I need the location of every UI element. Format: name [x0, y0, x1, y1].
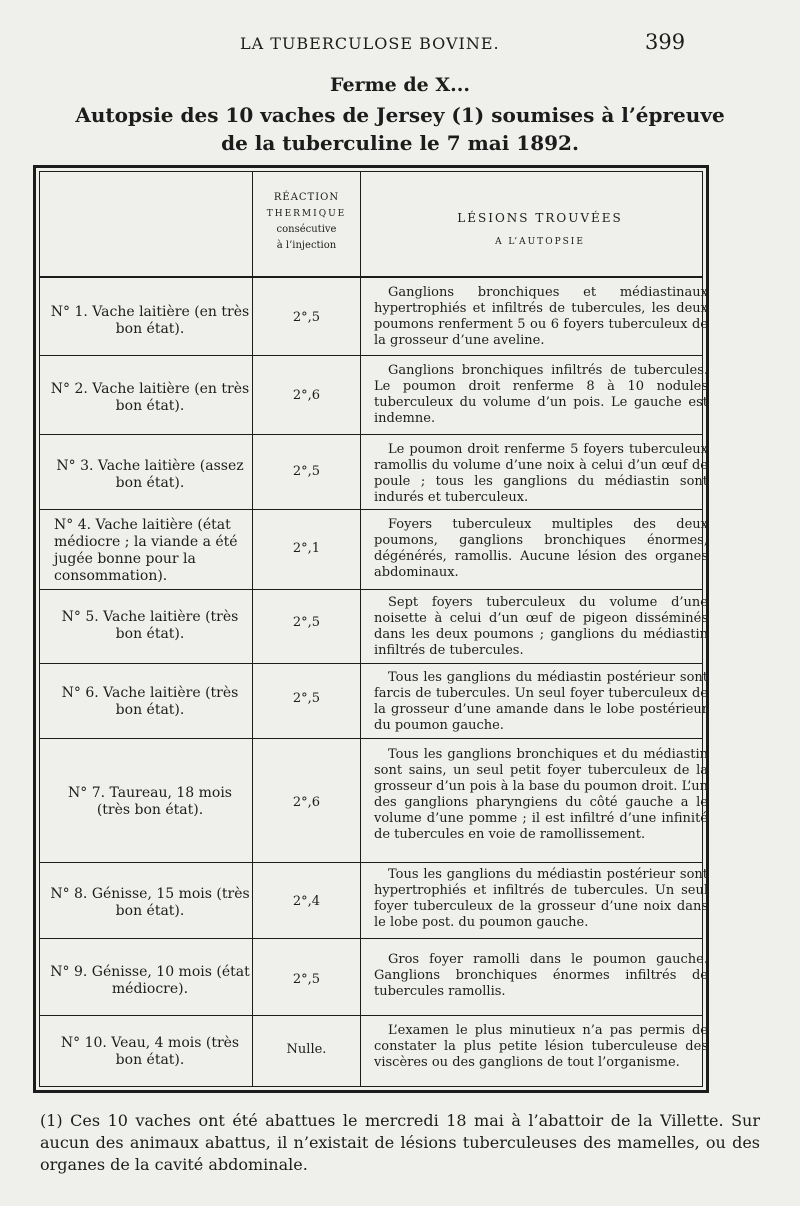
header-reaction-line3: consécutive: [276, 224, 337, 235]
running-head: [0, 28, 800, 58]
row-9-lesions: Gros foyer ramolli dans le poumon gauche. Ganglions bronchiques énormes infiltrés de tubercules ramollis.: [374, 952, 708, 999]
row-6-animal: N° 6. Vache laitière (très bon état).: [61, 685, 239, 718]
row-9-animal: N° 9. Génisse, 10 mois (état médiocre).: [50, 964, 250, 997]
row-1-reaction: 2°,5: [292, 310, 321, 325]
autopsy-table: [33, 165, 709, 1093]
header-reaction: [251, 190, 362, 254]
header-reaction-line4: à l’injection: [276, 240, 337, 251]
row-4-reaction: 2°,1: [292, 541, 321, 556]
row-10-reaction: Nulle.: [286, 1042, 327, 1057]
row-3-reaction: 2°,5: [292, 464, 321, 479]
row-5-reaction: 2°,5: [292, 615, 321, 630]
row-5-lesions: Sept foyers tuberculeux du volume d’une noisette à celui d’un œuf de pigeon disséminés dans les deux poumons ; ganglions du médiastin infiltrés de tubercules.: [374, 595, 708, 658]
row-divider: [40, 589, 702, 590]
row-1-lesions: Ganglions bronchiques et médiastinaux hypertrophiés et infiltrés de tubercules, les deux poumons renferment 5 ou 6 foyers tuberculeux de la grosseur d’une aveline.: [374, 285, 708, 348]
row-divider: [40, 509, 702, 510]
row-8-lesions: Tous les ganglions du médiastin postérieur sont hypertrophiés et infiltrés de tubercules. Un seul foyer tuberculeux de la grosseur d’une noix dans le lobe post. du poumon gauche.: [374, 867, 708, 930]
row-10-lesions: L’examen le plus minutieux n’a pas permis de constater la plus petite lésion tuberculeuse des viscères ou des ganglions de tout l’organisme.: [374, 1023, 708, 1070]
row-divider: [40, 663, 702, 664]
table-grid: [39, 171, 708, 1087]
row-divider: [40, 355, 702, 356]
row-4-lesions: Foyers tuberculeux multiples des deux poumons, ganglions bronchiques énormes, dégénérés, ramollis. Aucune lésion des organes abdominaux.: [374, 517, 708, 580]
row-divider: [40, 1015, 702, 1016]
row-7-reaction: 2°,6: [292, 795, 321, 810]
farm-title: Ferme de X...: [330, 74, 470, 96]
row-2-reaction: 2°,6: [292, 388, 321, 403]
caption-line-2: de la tuberculine le 7 mai 1892.: [221, 131, 579, 155]
row-7-animal: N° 7. Taureau, 18 mois (très bon état).: [68, 785, 232, 818]
caption-line-1: Autopsie des 10 vaches de Jersey (1) soumises à l’épreuve: [75, 103, 725, 127]
header-reaction-line2: THERMIQUE: [266, 209, 347, 219]
row-5-animal: N° 5. Vache laitière (très bon état).: [61, 609, 239, 642]
row-2-lesions: Ganglions bronchiques infiltrés de tubercules. Le poumon droit renferme 8 à 10 nodules tuberculeux du volume d’un pois. Le gauche est indemne.: [374, 363, 708, 426]
row-3-lesions: Le poumon droit renferme 5 foyers tuberculeux ramollis du volume d’une noix à celui d’un œuf de poule ; tous les ganglions du médiastin sont indurés et tuberculeux.: [374, 442, 708, 505]
row-6-reaction: 2°,5: [292, 691, 321, 706]
row-divider: [40, 434, 702, 435]
table-caption: [40, 101, 760, 157]
row-7-lesions: Tous les ganglions bronchiques et du médiastin sont sains, un seul petit foyer tuberculeux de la grosseur d’un pois à la base du poumon droit. L’un des ganglions pharyngiens du côté gauche a le volume d’une pomme ; il est infiltré d’une infinité de tubercules en voie de ramollissement.: [374, 747, 708, 842]
row-6-lesions: Tous les ganglions du médiastin postérieur sont farcis de tubercules. Un seul foyer tuberculeux de la grosseur d’une amande dans le lobe postérieur du poumon gauche.: [374, 670, 708, 733]
footnote: (1) Ces 10 vaches ont été abattues le mercredi 18 mai à l’abattoir de la Villette. Sur aucun des animaux abattus, il n’existait de lésions tuberculeuses des mamelles, ou des organes de la cavité abdominale.: [40, 1111, 760, 1174]
row-1-animal: N° 1. Vache laitière (en très bon état).: [50, 304, 250, 337]
header-lesions-line1: LÉSIONS TROUVÉES: [457, 211, 623, 225]
row-4-animal: N° 4. Vache laitière (état médiocre ; la viande a été jugée bonne pour la consommation).: [54, 517, 238, 584]
running-title: LA TUBERCULOSE BOVINE.: [240, 34, 500, 53]
row-3-animal: N° 3. Vache laitière (assez bon état).: [56, 458, 244, 491]
header-reaction-line1: RÉACTION: [273, 192, 340, 203]
header-lesions: [370, 206, 710, 254]
row-divider: [40, 862, 702, 863]
row-10-animal: N° 10. Veau, 4 mois (très bon état).: [60, 1035, 240, 1068]
row-divider: [40, 738, 702, 739]
row-8-reaction: 2°,4: [292, 894, 321, 909]
row-2-animal: N° 2. Vache laitière (en très bon état).: [50, 381, 250, 414]
row-divider: [40, 938, 702, 939]
row-9-reaction: 2°,5: [292, 972, 321, 987]
header-lesions-line2: A L’AUTOPSIE: [495, 237, 585, 247]
page-number: 399: [645, 30, 686, 54]
header-rule: [40, 276, 702, 278]
row-8-animal: N° 8. Génisse, 15 mois (très bon état).: [50, 886, 250, 919]
